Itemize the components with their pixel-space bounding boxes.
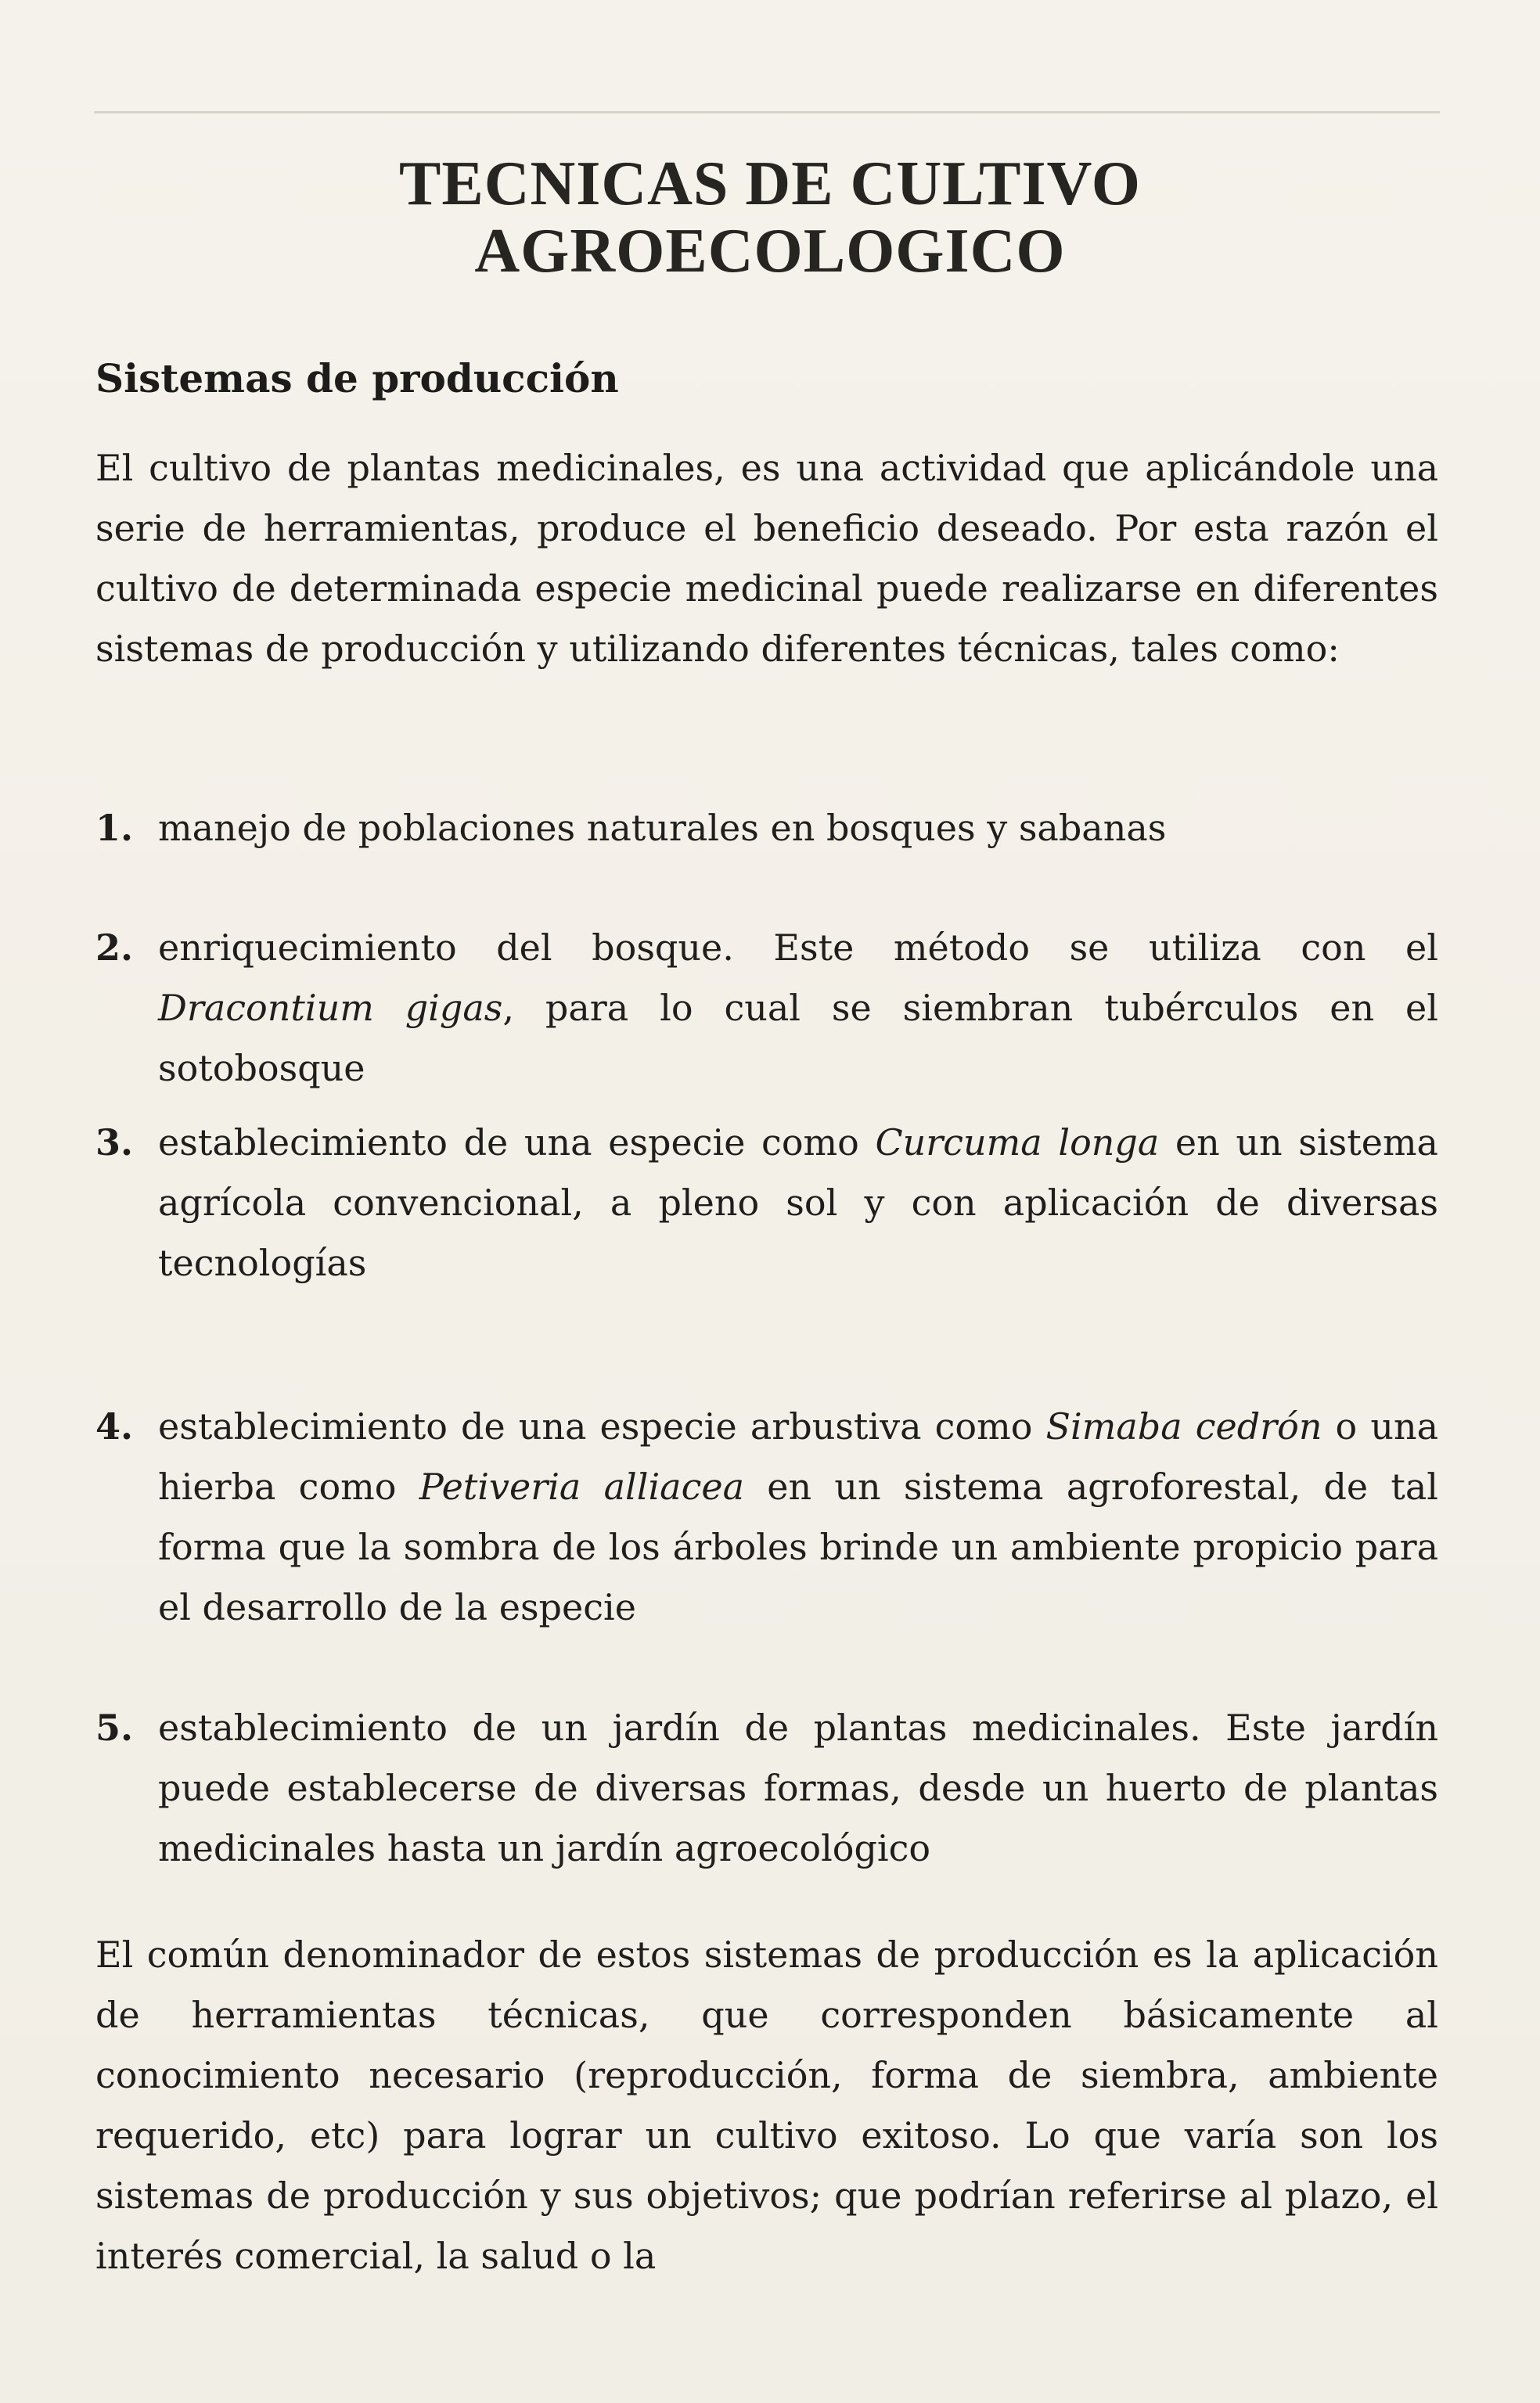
- list-item-text: [158, 1113, 1438, 1293]
- title-line-1: TECNICAS DE CULTIVO: [398, 149, 1142, 218]
- title-line-2: AGROECOLOGICO: [474, 216, 1066, 286]
- list-item-text: [158, 1397, 1438, 1638]
- text-segment: , para lo cual se siembran tubérculos en el sotobosque: [158, 987, 1438, 1089]
- list-item-number: 4.: [95, 1405, 134, 1448]
- species-name: Simaba cedrón: [1045, 1405, 1322, 1448]
- species-name: Petiveria alliacea: [419, 1466, 745, 1508]
- page-title: [0, 150, 1540, 286]
- species-name: Dracontium gigas: [158, 987, 503, 1029]
- species-name: Curcuma longa: [875, 1121, 1160, 1164]
- list-item-number: 1.: [95, 807, 134, 849]
- list-item-number: 3.: [95, 1121, 134, 1164]
- text-segment: en un sistema agroforestal, de tal forma que la sombra de los árboles brinde un ambiente propicio para el desarrollo de la especie: [158, 1466, 1439, 1628]
- list-item-number: 2.: [95, 926, 134, 969]
- text-segment: enriquecimiento del bosque. Este método se utiliza con el: [158, 926, 1438, 969]
- header-rule: [94, 111, 1440, 113]
- list-item-text: manejo de poblaciones naturales en bosques y sabanas: [158, 807, 1167, 849]
- text-segment: o una hierba como: [158, 1405, 1438, 1508]
- closing-paragraph: El común denominador de estos sistemas de producción es la aplicación de herramientas técnicas, que corresponden básicamente al conocimiento necesario (reproducción, forma de siembra, ambiente requerido, etc) para lograr un cultivo exitoso. Lo que varía son los sistemas de producción y sus objetivos; que podrían referirse al plazo, el interés comercial, la salud o la: [95, 1934, 1438, 2277]
- list-item-text: [158, 918, 1438, 1099]
- text-segment: establecimiento de una especie como: [158, 1121, 876, 1164]
- list-item-number: 5.: [95, 1707, 134, 1749]
- text-segment: en un sistema agrícola convencional, a pleno sol y con aplicación de diversas tecnologías: [158, 1121, 1438, 1284]
- list-item-text: establecimiento de un jardín de plantas medicinales. Este jardín puede establecerse de diversas formas, desde un huerto de plantas medicinales hasta un jardín agroecológico: [158, 1707, 1438, 1869]
- section-heading: Sistemas de producción: [95, 354, 619, 401]
- text-segment: establecimiento de una especie arbustiva como: [158, 1405, 1046, 1448]
- intro-paragraph: El cultivo de plantas medicinales, es una actividad que aplicándole una serie de herramientas, produce el beneficio deseado. Por esta razón el cultivo de determinada especie medicinal puede realizarse en diferentes sistemas de producción y utilizando diferentes técnicas, tales como:: [95, 447, 1438, 670]
